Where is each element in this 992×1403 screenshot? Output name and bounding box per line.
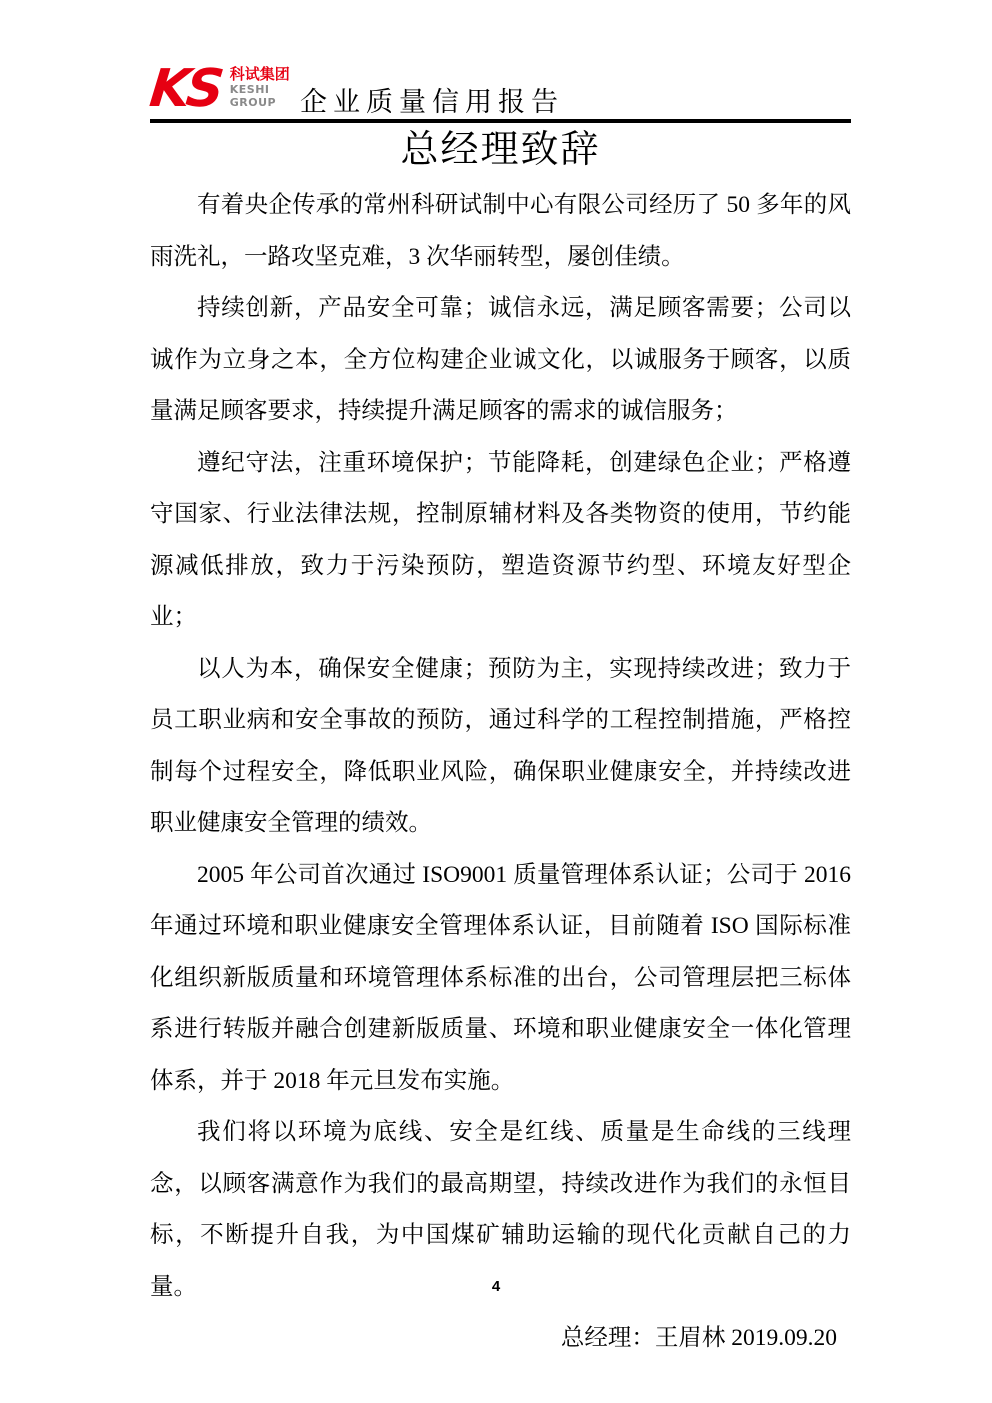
logo-text-block [230, 66, 290, 109]
logo-name-english-line1: KESHI [229, 83, 270, 96]
company-logo [146, 59, 290, 119]
paragraph-2: 持续创新，产品安全可靠；诚信永远，满足顾客需要；公司以诚作为立身之本，全方位构建企业诚文化，以诚服务于顾客，以质量满足顾客要求，持续提升满足顾客的需求的诚信服务； [150, 295, 851, 424]
page-header [146, 58, 851, 119]
page-title: 总经理致辞 [400, 129, 601, 171]
header-divider-rule [150, 119, 851, 123]
paragraph-1: 有着央企传承的常州科研试制中心有限公司经历了 50 多年的风雨洗礼，一路攻坚克难，3 次华丽转型，屡创佳绩。 [150, 192, 851, 270]
paragraph-6: 我们将以环境为底线、安全是红线、质量是生命线的三线理念，以顾客满意作为我们的最高期望，持续改进作为我们的永恒目标，不断提升自我，为中国煤矿辅助运输的现代化贡献自己的力量。 [150, 1119, 851, 1300]
paragraph-4: 以人为本，确保安全健康；预防为主，实现持续改进；致力于员工职业病和安全事故的预防，通过科学的工程控制措施，严格控制每个过程安全，降低职业风险，确保职业健康安全，并持续改进职业健康安全管理的绩效。 [150, 655, 851, 836]
paragraph-5: 2005 年公司首次通过 ISO9001 质量管理体系认证；公司于 2016 年通过环境和职业健康安全管理体系认证，目前随着 ISO 国际标准化组织新版质量和环境管理体系标准的出台，公司管理层把三标体系进行转版并融合创建新版质量、环境和职业健康安全一体化管理体系，并于 2018 年元旦发布实施。 [150, 861, 851, 1094]
page-number: 4 [491, 1278, 501, 1295]
logo-name-chinese: 科试集团 [229, 66, 290, 83]
logo-name-english-line2: GROUP [229, 96, 277, 109]
report-header-title: 企业质量信用报告 [300, 87, 564, 117]
signature-line: 总经理：王眉林 2019.09.20 [560, 1325, 837, 1351]
paragraph-3: 遵纪守法，注重环境保护；节能降耗，创建绿色企业；严格遵守国家、行业法律法规，控制原辅材料及各类物资的使用，节约能源减低排放，致力于污染预防，塑造资源节约型、环境友好型企业； [150, 449, 851, 630]
body-text [150, 180, 851, 1365]
ks-logo-icon: KS [146, 59, 223, 119]
